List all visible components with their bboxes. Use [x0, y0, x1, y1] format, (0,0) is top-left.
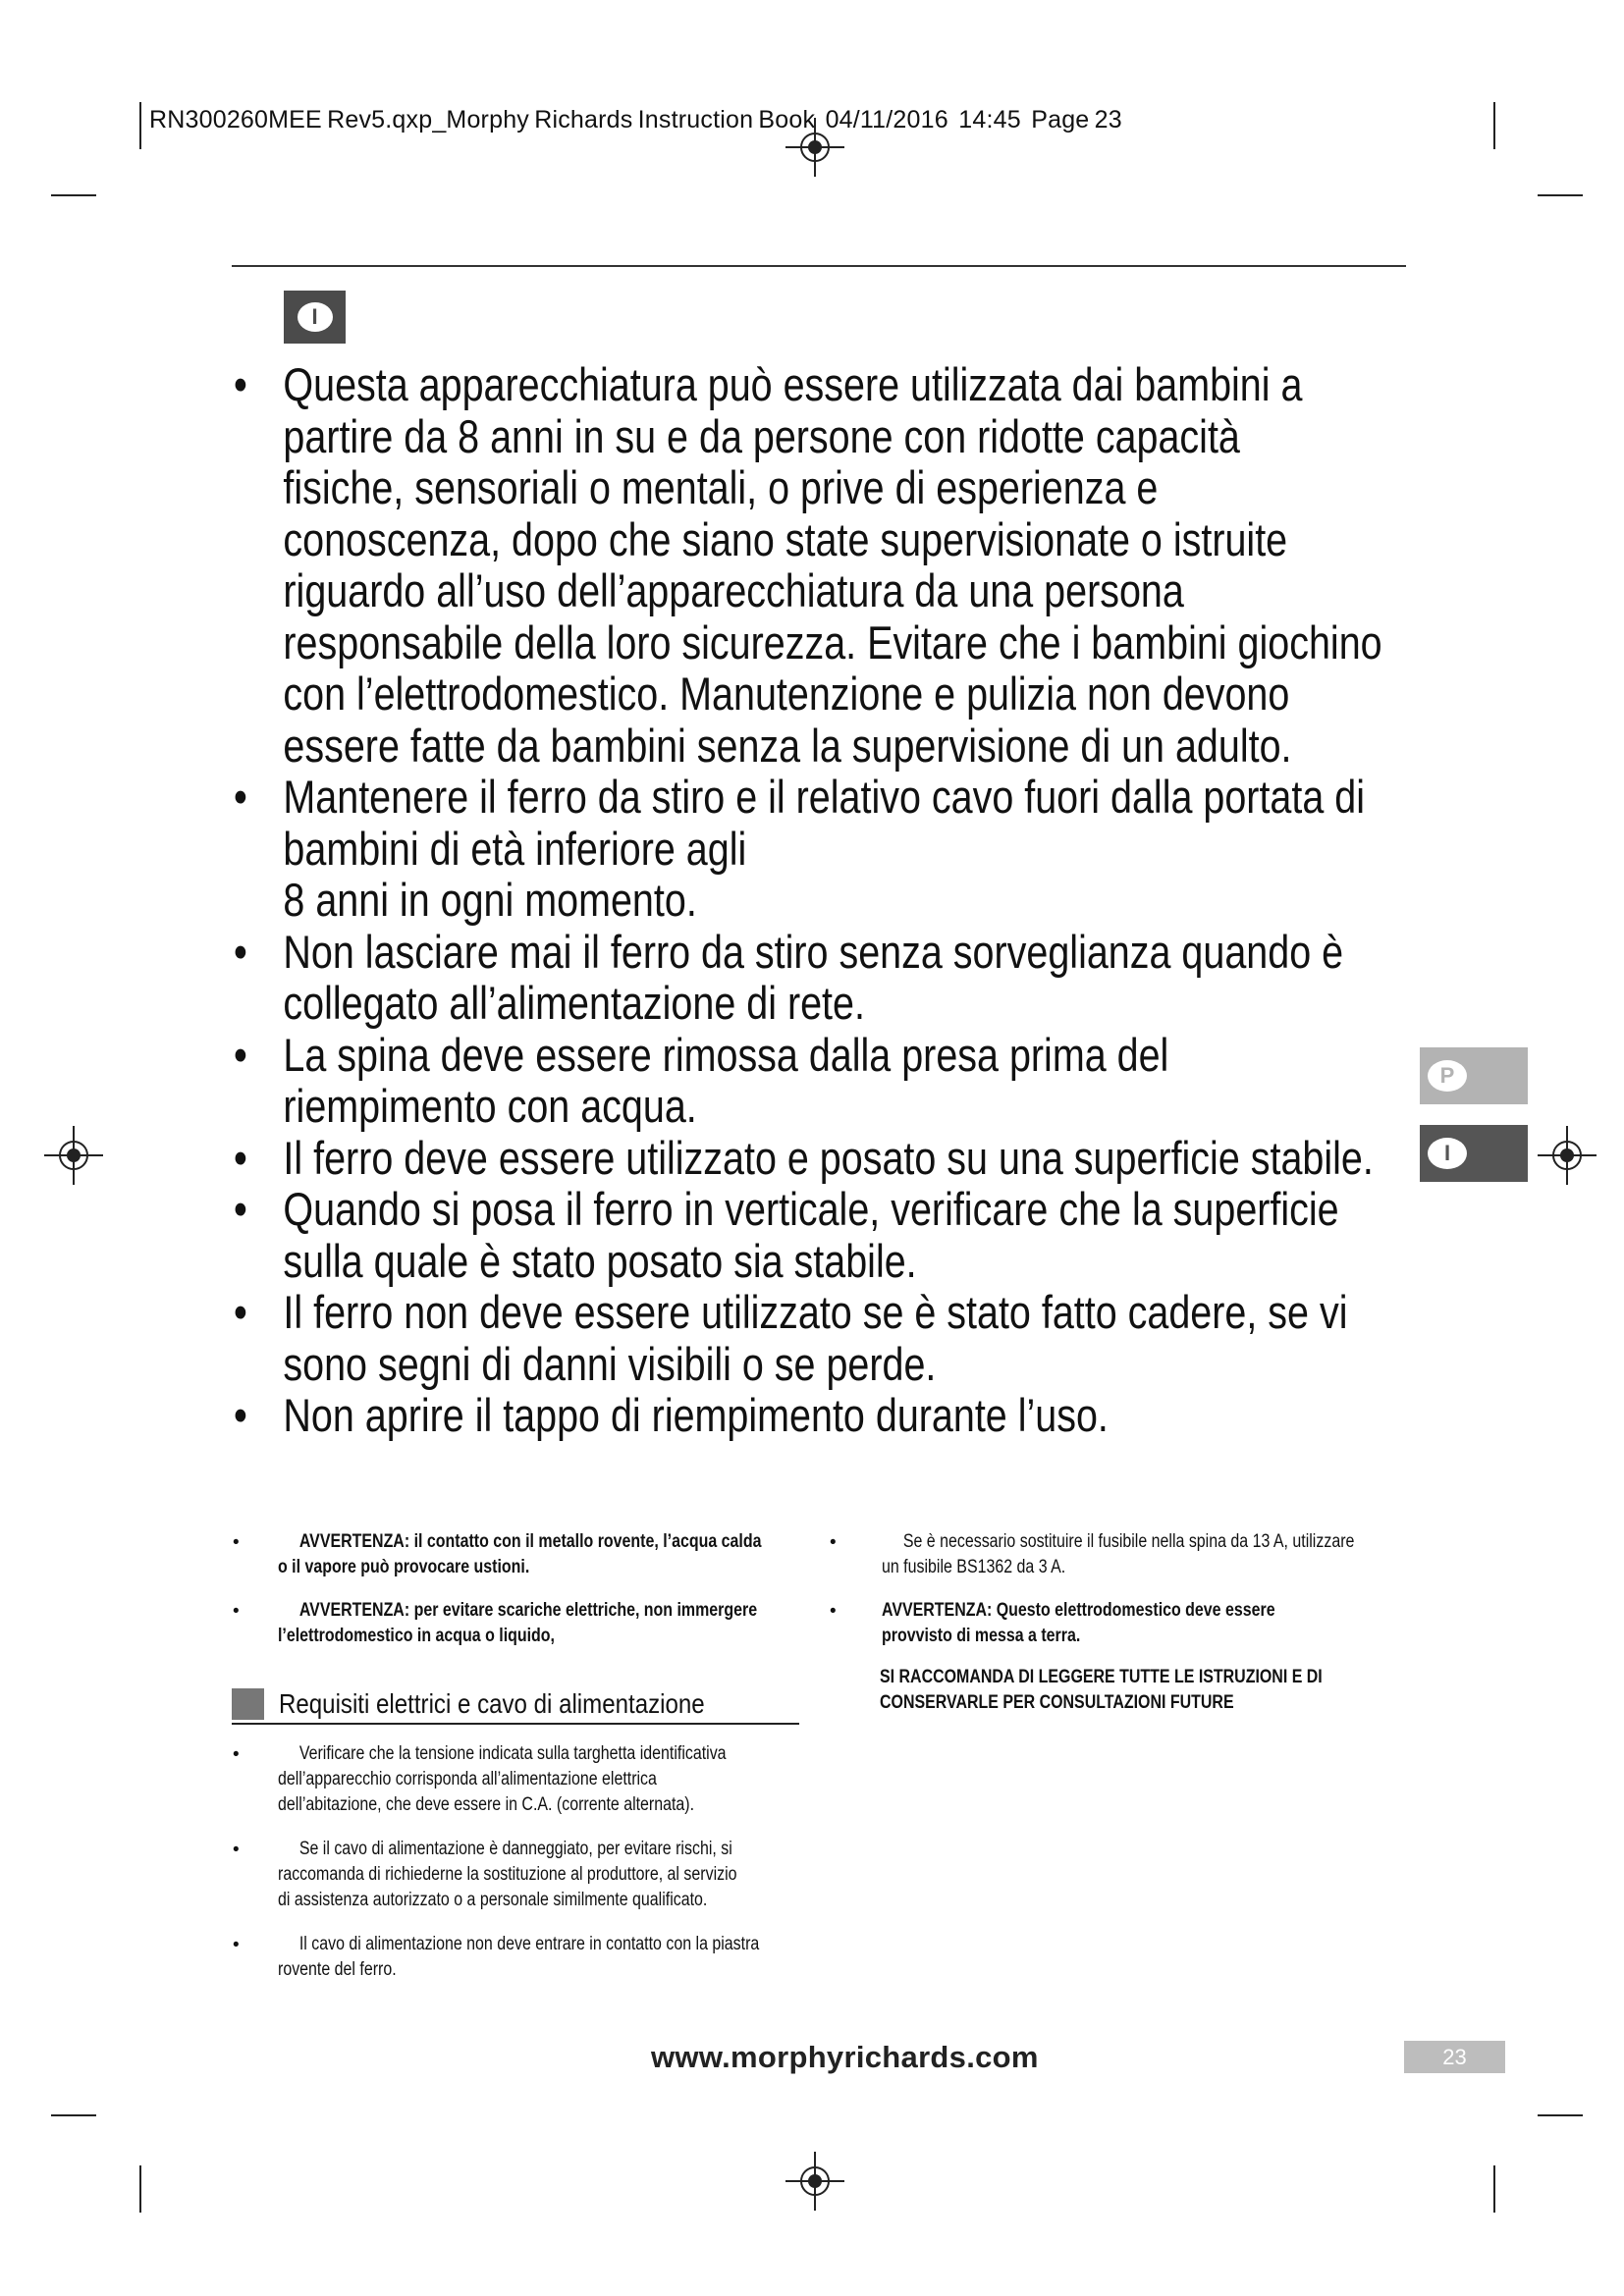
safety-text: responsabile della loro sicurezza. Evitare che i bambini giochino	[283, 615, 1382, 668]
section-underline	[232, 1723, 799, 1725]
warning-lead: AVVERTENZA:	[298, 1600, 410, 1621]
registration-mark-icon	[44, 1126, 103, 1185]
safety-text: riempimento con acqua.	[283, 1080, 697, 1132]
bullet: •	[233, 1532, 240, 1553]
website-link[interactable]: www.morphyrichards.com	[651, 2040, 1039, 2074]
safety-text: collegato all’alimentazione di rete.	[283, 977, 865, 1029]
safety-text: conoscenza, dopo che siano state supervisionate o istruite	[283, 512, 1288, 565]
bullet: •	[234, 925, 247, 978]
section-heading	[232, 1686, 799, 1724]
crop-mark	[139, 102, 141, 149]
electrical-item	[278, 1741, 727, 1818]
earth-warning	[882, 1598, 1275, 1649]
crop-mark	[1538, 2114, 1583, 2116]
item-text: dell’abitazione, che deve essere in C.A. (corrente alternata).	[278, 1794, 695, 1815]
bullet: •	[233, 1840, 240, 1860]
bullet: •	[234, 358, 247, 410]
safety-text: sono segni di danni visibili o se perde.	[283, 1337, 937, 1390]
bullet: •	[233, 1601, 240, 1622]
bullet: •	[234, 1183, 247, 1235]
bullet: •	[233, 1935, 240, 1955]
bullet: •	[233, 1744, 240, 1765]
language-tab-label: P	[1428, 1060, 1467, 1092]
safety-text: Il ferro non deve essere utilizzato se è stato fatto cadere, se vi	[283, 1286, 1348, 1338]
crop-mark	[51, 2114, 96, 2116]
registration-mark-icon	[785, 118, 844, 177]
fuse-text: Se è necessario sostituire il fusibile nella spina da 13 A, utilizzare	[902, 1531, 1355, 1552]
safety-item	[234, 1390, 1272, 1442]
crop-mark	[139, 2165, 141, 2213]
registration-mark-icon	[1538, 1126, 1597, 1185]
language-tab-label: I	[1428, 1138, 1467, 1169]
section-marker	[232, 1688, 264, 1720]
safety-text: fisiche, sensoriali o mentali, o prive di esperienza e	[283, 461, 1159, 513]
safety-item	[234, 925, 1344, 1030]
safety-item	[234, 358, 1382, 772]
print-slug: RN300260MEE Rev5.qxp_Morphy Richards Instruction Book 04/11/2016 14:45 Page 23	[149, 106, 1122, 133]
registration-mark-icon	[785, 2152, 844, 2211]
item-text: raccomanda di richiederne la sostituzione al produttore, al servizio	[278, 1864, 737, 1885]
safety-item	[234, 1030, 1272, 1133]
safety-item	[234, 771, 1366, 927]
electrical-item	[278, 1837, 737, 1913]
language-badge-label: I	[298, 302, 333, 332]
safety-item	[234, 1286, 1348, 1390]
safety-text: bambini di età inferiore agli	[283, 822, 747, 875]
item-text: di assistenza autorizzato o a personale similmente qualificato.	[278, 1890, 708, 1910]
safety-text: essere fatte da bambini senza la supervisione di un adulto.	[283, 719, 1292, 772]
warning-text: l’elettrodomestico in acqua o liquido,	[278, 1626, 555, 1646]
item-text: rovente del ferro.	[278, 1959, 397, 1980]
earth-text: provvisto di messa a terra.	[882, 1626, 1081, 1646]
item-text: dell’apparecchio corrisponda all’alimentazione elettrica	[278, 1769, 657, 1789]
safety-text: Non aprire il tappo di riempimento durante l’uso.	[283, 1389, 1109, 1441]
item-text: Se il cavo di alimentazione è danneggiato, per evitare rischi, si	[298, 1839, 732, 1859]
safety-text: Non lasciare mai il ferro da stiro senza sorveglianza quando è	[283, 925, 1344, 978]
advice-note	[880, 1665, 1323, 1716]
bullet: •	[234, 1286, 247, 1338]
safety-item	[234, 1131, 1374, 1185]
safety-item	[234, 1183, 1339, 1287]
safety-text: Mantenere il ferro da stiro e il relativo cavo fuori dalla portata di	[283, 771, 1366, 823]
electrical-item	[278, 1932, 759, 1983]
safety-text: con l’elettrodomestico. Manutenzione e pulizia non devono	[283, 667, 1290, 720]
language-badge	[284, 291, 346, 344]
bullet: •	[830, 1532, 837, 1553]
safety-text: partire da 8 anni in su e da persone con ridotte capacità	[283, 409, 1240, 462]
crop-mark	[1493, 102, 1495, 149]
safety-text: Il ferro deve essere utilizzato e posato su una superficie stabile.	[283, 1131, 1374, 1184]
fuse-note	[882, 1529, 1354, 1580]
safety-text: sulla quale è stato posato sia stabile.	[283, 1234, 917, 1287]
warning-burns	[278, 1529, 761, 1580]
page-number: 23	[1404, 2041, 1505, 2073]
warning-lead: AVVERTENZA:	[298, 1531, 410, 1552]
bullet: •	[234, 1131, 247, 1184]
warning-text: per evitare scariche elettriche, non immergere	[409, 1600, 758, 1621]
bullet: •	[234, 771, 247, 823]
item-text: Il cavo di alimentazione non deve entrare in contatto con la piastra	[298, 1934, 760, 1954]
advice-text: CONSERVARLE PER CONSULTAZIONI FUTURE	[880, 1692, 1234, 1713]
bullet: •	[234, 1389, 247, 1441]
earth-text: AVVERTENZA: Questo elettrodomestico deve essere	[882, 1600, 1275, 1621]
fuse-text: un fusibile BS1362 da 3 A.	[882, 1557, 1066, 1577]
crop-mark	[1493, 2165, 1495, 2213]
safety-list	[234, 358, 1382, 1442]
advice-text: SI RACCOMANDA DI LEGGERE TUTTE LE ISTRUZIONI E DI	[880, 1667, 1323, 1687]
safety-text: Quando si posa il ferro in verticale, verificare che la superficie	[283, 1183, 1339, 1235]
safety-text: Questa apparecchiatura può essere utilizzata dai bambini a	[283, 358, 1303, 410]
safety-text: riguardo all’uso dell’apparecchiatura da una persona	[283, 564, 1184, 616]
header-rule	[232, 265, 1406, 267]
section-title: Requisiti elettrici e cavo di alimentazione	[279, 1688, 705, 1719]
safety-text: 8 anni in ogni momento.	[283, 874, 697, 926]
crop-mark	[51, 194, 96, 196]
warning-text: o il vapore può provocare ustioni.	[278, 1557, 530, 1577]
bullet: •	[234, 1028, 247, 1081]
bullet: •	[830, 1601, 837, 1622]
warning-text: il contatto con il metallo rovente, l’acqua calda	[409, 1531, 762, 1552]
item-text: Verificare che la tensione indicata sulla targhetta identificativa	[298, 1743, 727, 1764]
safety-text: La spina deve essere rimossa dalla presa prima del	[283, 1028, 1169, 1081]
warning-shock	[278, 1598, 757, 1649]
language-tab-p[interactable]	[1420, 1047, 1528, 1104]
language-tab-i[interactable]	[1420, 1125, 1528, 1182]
crop-mark	[1538, 194, 1583, 196]
